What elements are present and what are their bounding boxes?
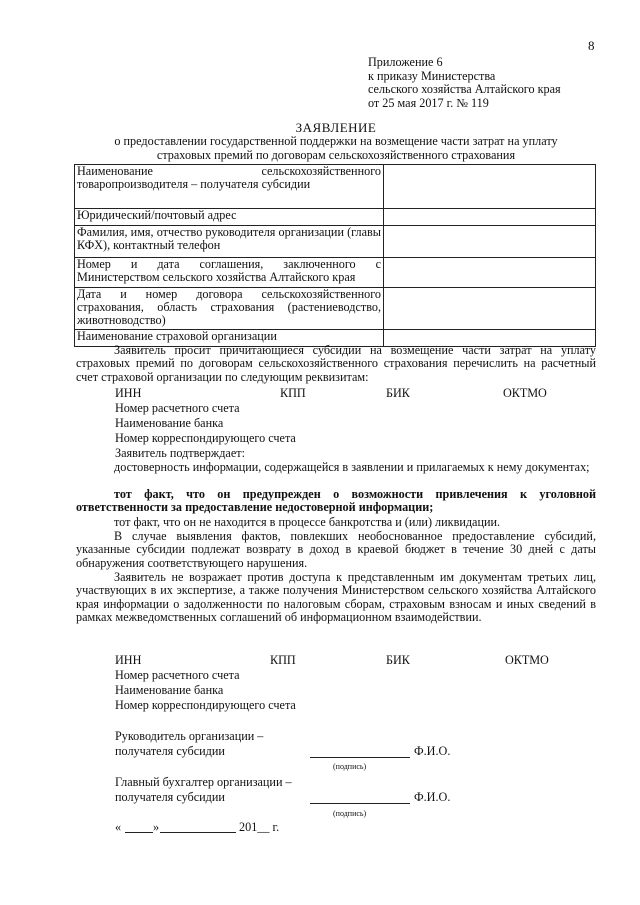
date-close-quote: » xyxy=(153,820,160,834)
date-year-label: 201__ г. xyxy=(239,820,280,834)
appendix-line: Приложение 6 xyxy=(368,55,443,69)
row-value-field[interactable] xyxy=(384,209,596,226)
not-bankrupt-statement: тот факт, что он не находится в процессе банкротства и (или) ликвидации. xyxy=(114,515,501,529)
oktmo-label: ОКТМО xyxy=(503,386,547,400)
bank-name-label: Наименование банка xyxy=(115,683,224,697)
kpp-label: КПП xyxy=(280,386,306,400)
oktmo-label: ОКТМО xyxy=(505,653,549,667)
head-signature-line[interactable] xyxy=(310,757,410,758)
kpp-label: КПП xyxy=(270,653,296,667)
row-value-field[interactable] xyxy=(384,288,596,330)
table-row xyxy=(75,209,596,226)
appendix-line: сельского хозяйства Алтайского края xyxy=(368,82,561,96)
appendix-line: к приказу Министерства xyxy=(368,68,496,83)
account-number-label: Номер расчетного счета xyxy=(115,401,240,415)
table-row xyxy=(75,226,596,258)
row-label: Фамилия, имя, отчество руководителя организации (главы КФХ), контактный телефон xyxy=(75,226,384,258)
bank-name-label: Наименование банка xyxy=(115,416,224,430)
document-subtitle xyxy=(0,135,640,162)
date-open-quote: « xyxy=(115,820,122,834)
row-value-field[interactable] xyxy=(384,165,596,209)
subtitle-line: о предоставлении государственной поддержки на возмещение части затрат на уплату xyxy=(114,134,558,148)
account-number-label: Номер расчетного счета xyxy=(115,668,240,682)
table-row xyxy=(75,258,596,288)
row-label: Юридический/почтовый адрес xyxy=(75,209,384,226)
corr-account-label: Номер корреспондирующего счета xyxy=(115,698,296,712)
accountant-title-line2: получателя субсидии xyxy=(115,790,225,804)
table-row xyxy=(75,165,596,209)
head-title-line2: получателя субсидии xyxy=(115,744,225,758)
appendix-line: от 25 мая 2017 г. № 119 xyxy=(368,95,489,110)
subtitle-line: страховых премий по договорам сельскохозяйственного страхования xyxy=(156,147,516,162)
head-title-line1: Руководитель организации – xyxy=(115,729,264,743)
appendix-reference xyxy=(368,56,561,110)
bik-label: БИК xyxy=(386,386,410,400)
page-number: 8 xyxy=(588,38,595,53)
warned-statement: тот факт, что он предупрежден о возможности привлечения к уголовной ответственности за предоставление недостоверной информации; xyxy=(76,487,596,515)
applicant-info-table xyxy=(74,164,596,347)
row-label: Наименование страховой организации xyxy=(75,330,384,347)
table-row xyxy=(75,288,596,330)
confirms-heading: Заявитель подтверждает: xyxy=(115,446,245,460)
inn-label: ИНН xyxy=(115,653,142,667)
head-fio-label: Ф.И.О. xyxy=(414,744,451,758)
corr-account-label: Номер корреспондирующего счета xyxy=(115,431,296,445)
access-paragraph: Заявитель не возражает против доступа к представленным им документам третьих лиц, участвующих в их экспертизе, а также получения Министерством сельского хозяйства Алтайского края информации о задолженности по налоговым сборам, страховым взносам и иных сведений в рамках межведомственных соглашений об информационном взаимодействии. xyxy=(76,570,596,624)
row-value-field[interactable] xyxy=(384,226,596,258)
reliability-statement: достоверность информации, содержащейся в заявлении и прилагаемых к нему документах; xyxy=(114,460,590,474)
date-month-field[interactable] xyxy=(160,832,236,833)
row-value-field[interactable] xyxy=(384,258,596,288)
accountant-title-line1: Главный бухгалтер организации – xyxy=(115,775,292,789)
signature-caption: (подпись) xyxy=(333,762,367,771)
row-label: Номер и дата соглашения, заключенного с Министерством сельского хозяйства Алтайского края xyxy=(75,258,384,288)
refund-paragraph: В случае выявления фактов, повлекших необоснованное предоставление субсидий, указанные субсидии подлежат возврату в доход в краевой бюджет в течение 30 дней с даты обнаружения соответствующего нарушения. xyxy=(76,529,596,570)
accountant-signature-line[interactable] xyxy=(310,803,410,804)
accountant-fio-label: Ф.И.О. xyxy=(414,790,451,804)
row-label: Дата и номер договора сельскохозяйственного страхования, область страхования (растениеводство, животноводство) xyxy=(75,288,384,330)
bik-label: БИК xyxy=(386,653,410,667)
row-label: Наименование сельскохозяйственного товаропроизводителя – получателя субсидии xyxy=(75,165,384,209)
date-day-field[interactable] xyxy=(125,832,153,833)
signature-caption: (подпись) xyxy=(333,809,367,818)
inn-label: ИНН xyxy=(115,386,142,400)
document-title: ЗАЯВЛЕНИЕ xyxy=(295,120,377,135)
request-paragraph: Заявитель просит причитающиеся субсидии на возмещение части затрат на уплату страховых премий по договорам сельскохозяйственного страхования перечислить на расчетный счет страховой организации по следующим реквизитам: xyxy=(76,343,596,384)
